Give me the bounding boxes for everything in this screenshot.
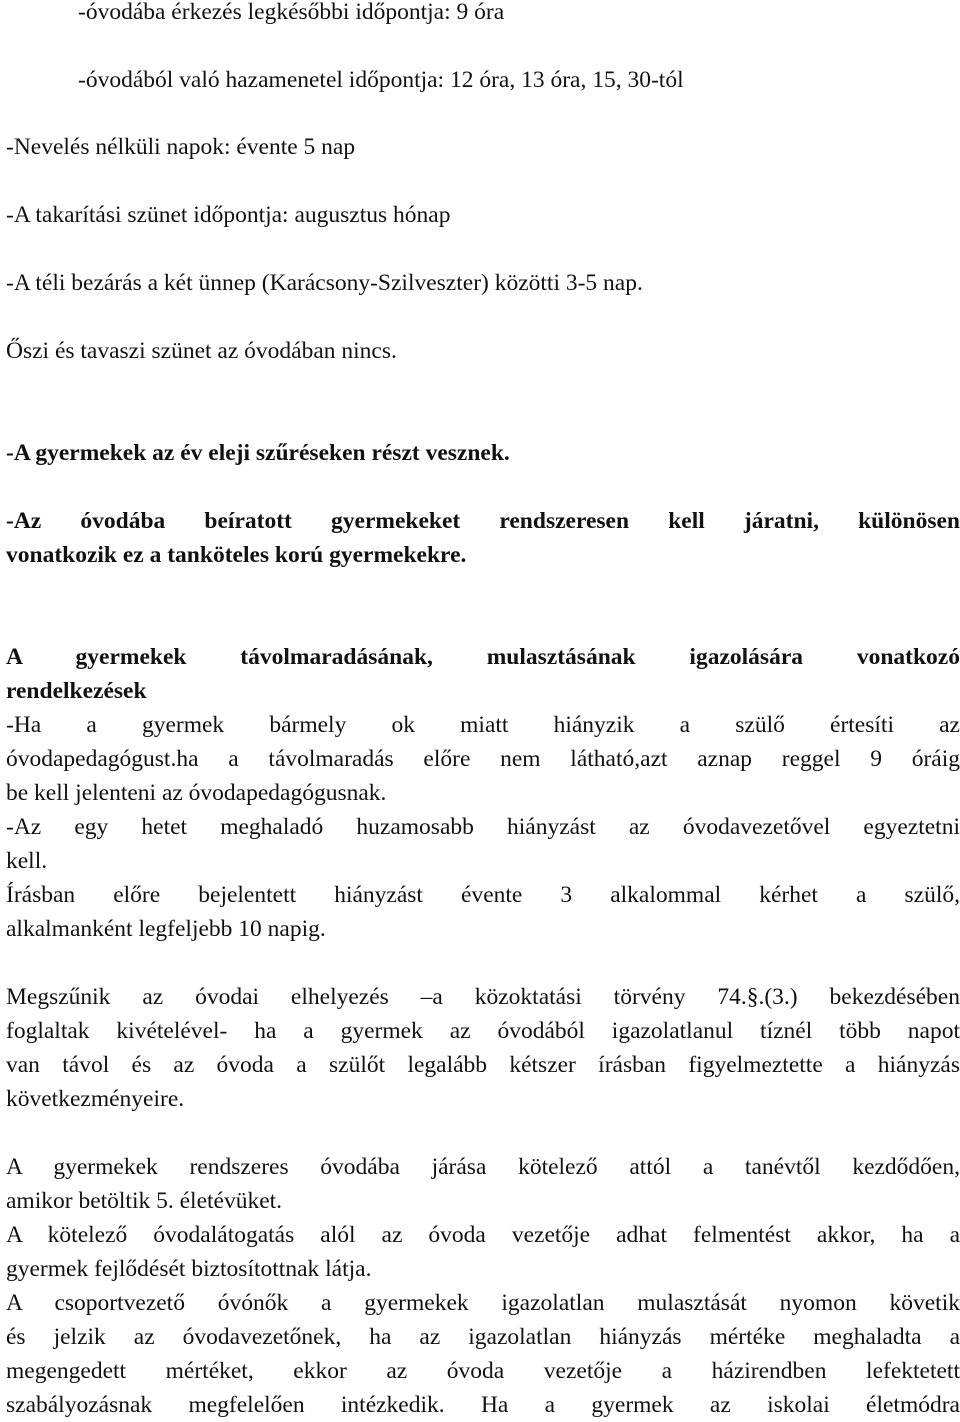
absence-line: alkalmanként legfeljebb 10 napig. [6,916,326,942]
termination-line: következményeire. [6,1086,185,1112]
schedule-cleaning-break: -A takarítási szünet időpontja: augusztus hónap [6,202,451,228]
termination-line: foglaltak kivételével- ha a gyermek az óvodából igazolatlanul tíznél több napot [6,1018,960,1044]
note-attendance-line2: vonatkozik ez a tanköteles korú gyermekekre. [6,542,467,568]
schedule-no-education-days: -Nevelés nélküli napok: évente 5 nap [6,134,356,160]
note-attendance-line1: -Az óvodába beíratott gyermekeket rendszeresen kell járatni, különösen [6,508,960,534]
absence-line: -Az egy hetet meghaladó huzamosabb hiányzást az óvodavezetővel egyeztetni [6,814,960,840]
absence-heading-line1: A gyermekek távolmaradásának, mulasztásának igazolására vonatkozó [6,644,960,670]
absence-line: be kell jelenteni az óvodapedagógusnak. [6,780,387,806]
note-screening: -A gyermekek az év eleji szűréseken részt vesznek. [6,440,510,466]
termination-line: Megszűnik az óvodai elhelyezés –a közoktatási törvény 74.§.(3.) bekezdésében [6,984,960,1010]
mandatory-line: szabályozásnak megfelelően intézkedik. Ha a gyermek az iskolai életmódra [6,1392,960,1418]
schedule-arrival: -óvodába érkezés legkésőbbi időpontja: 9 óra [78,0,505,25]
mandatory-line: A csoportvezető óvónők a gyermekek igazolatlan mulasztását nyomon követik [6,1290,960,1316]
mandatory-line: amikor betöltik 5. életévüket. [6,1188,283,1214]
absence-line: Írásban előre bejelentett hiányzást évente 3 alkalommal kérhet a szülő, [6,882,960,908]
absence-line: óvodapedagógust.ha a távolmaradás előre nem látható,azt aznap reggel 9 óráig [6,746,960,772]
mandatory-line: és jelzik az óvodavezetőnek, ha az igazolatlan hiányzás mértéke meghaladta a [6,1324,960,1350]
schedule-winter-closure: -A téli bezárás a két ünnep (Karácsony-Szilveszter) közötti 3-5 nap. [6,270,643,296]
mandatory-line: gyermek fejlődését biztosítottnak látja. [6,1256,372,1282]
absence-line: kell. [6,848,48,874]
absence-line: -Ha a gyermek bármely ok miatt hiányzik a szülő értesíti az [6,712,960,738]
absence-heading-line2: rendelkezések [6,678,147,704]
mandatory-line: A gyermekek rendszeres óvodába járása kötelező attól a tanévtől kezdődően, [6,1154,960,1180]
mandatory-line: A kötelező óvodalátogatás alól az óvoda vezetője adhat felmentést akkor, ha a [6,1222,960,1248]
mandatory-line: megengedett mértéket, ekkor az óvoda vezetője a házirendben lefektetett [6,1358,960,1384]
schedule-no-autumn-spring: Őszi és tavaszi szünet az óvodában nincs. [6,338,397,364]
schedule-departure: -óvodából való hazamenetel időpontja: 12 óra, 13 óra, 15, 30-tól [78,67,684,93]
termination-line: van távol és az óvoda a szülőt legalább kétszer írásban figyelmeztette a hiányzás [6,1052,960,1078]
